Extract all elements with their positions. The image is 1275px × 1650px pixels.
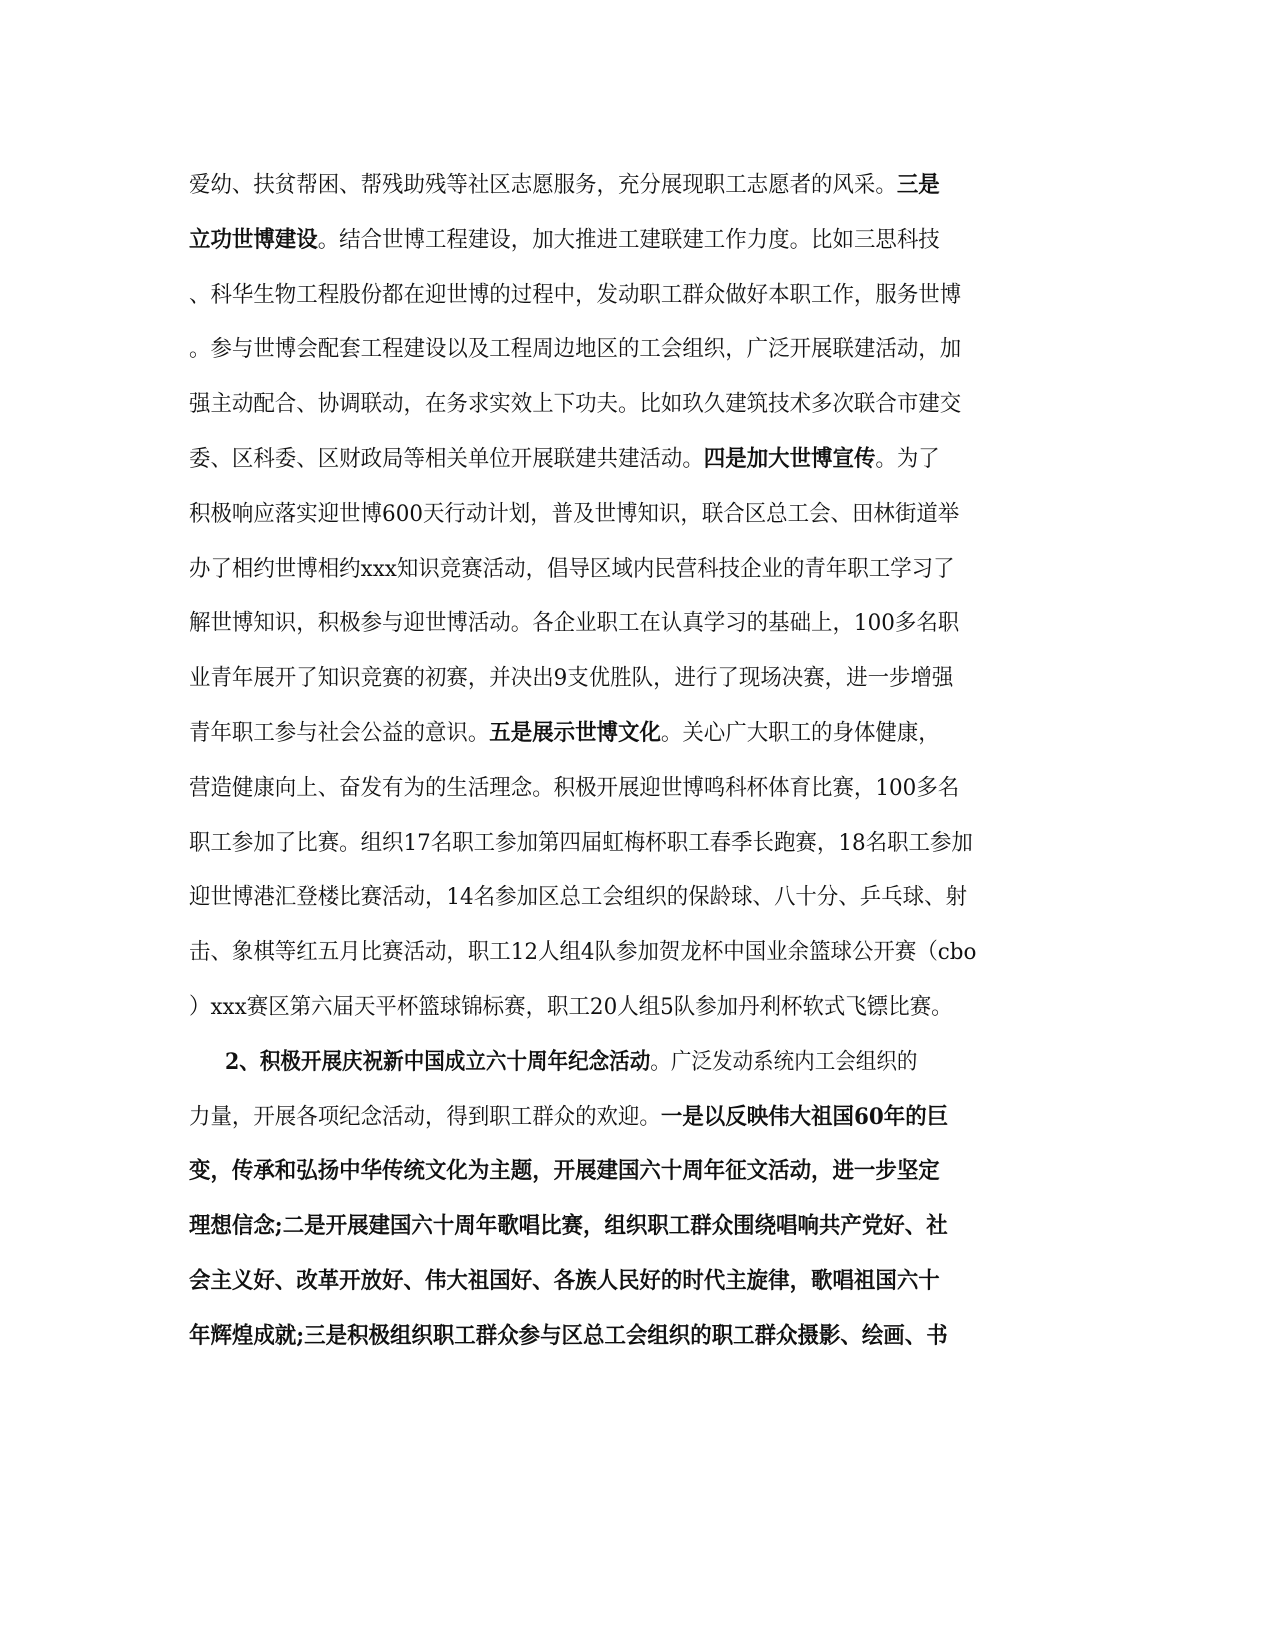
paragraph-line [189,494,1047,534]
paragraph-line [189,713,1047,753]
bold-text-segment: 四是加大世博宣传 [703,446,876,472]
text-segment: 积极响应落实迎世博600天行动计划，普及世博知识，联合区总工会、田林街道举 [189,500,960,527]
text-segment: ）xxx赛区第六届天平杯篮球锦标赛，职工20人组5队参加丹利杯软式飞镖比赛。 [189,994,953,1020]
paragraph-line [189,439,1047,479]
bold-text-segment: 五是展示世博文化 [489,720,661,746]
bold-text-segment: 年辉煌成就;三是积极组织职工群众参与区总工会组织的职工群众摄影、绘画、书 [189,1322,948,1349]
paragraph-line [189,1316,1047,1356]
text-segment: 爱幼、扶贫帮困、帮残助残等社区志愿服务，充分展现职工志愿者的风采。 [189,172,897,198]
text-segment: 。广泛发动系统内工会组织的 [650,1048,918,1075]
text-segment: 强主动配合、协调联动，在务求实效上下功夫。比如玖久建筑技术多次联合市建交 [189,391,962,418]
paragraph-line [189,823,1047,863]
paragraph-line [189,220,1047,260]
paragraph-line [189,275,1047,315]
paragraph-line [189,877,1047,917]
paragraph-line [189,768,1047,808]
text-segment: 营造健康向上、奋发有为的生活理念。积极开展迎世博鸣科杯体育比赛，100多名 [189,774,960,801]
bold-text-segment: 2、积极开展庆祝新中国成立六十周年纪念活动 [225,1048,651,1075]
bold-text-segment: 变，传承和弘扬中华传统文化为主题，开展建国六十周年征文活动，进一步坚定 [189,1158,940,1185]
paragraph-line [225,1042,1047,1082]
paragraph-line [189,1151,1047,1191]
bold-text-segment: 理想信念;二是开展建国六十周年歌唱比赛，组织职工群众围绕唱响共产党好、社 [189,1213,948,1240]
bold-text-segment: 立功世博建设 [189,226,318,253]
text-segment: 、科华生物工程股份都在迎世博的过程中，发动职工群众做好本职工作，服务世博 [189,281,962,308]
paragraph-line [189,549,1047,589]
paragraph-line [189,603,1047,643]
paragraph-line [189,932,1047,972]
bold-text-segment: 一是以反映伟大祖国60年的巨 [660,1103,949,1130]
paragraph-line [189,1206,1047,1246]
text-segment: 解世博知识，积极参与迎世博活动。各企业职工在认真学习的基础上，100多名职 [189,610,960,637]
bold-text-segment: 会主义好、改革开放好、伟大祖国好、各族人民好的时代主旋律，歌唱祖国六十 [189,1268,940,1294]
text-segment: 。为了 [875,446,940,472]
text-segment: 迎世博港汇登楼比赛活动，14名参加区总工会组织的保龄球、八十分、乒乓球、射 [189,884,968,911]
paragraph-line [189,384,1047,424]
text-segment: 职工参加了比赛。组织17名职工参加第四届虹梅杯职工春季长跑赛，18名职工参加 [189,829,973,856]
text-segment: 。结合世博工程建设，加大推进工建联建工作力度。比如三思科技 [317,226,940,253]
text-segment: 业青年展开了知识竞赛的初赛，并决出9支优胜队，进行了现场决赛，进一步增强 [189,665,954,692]
text-segment: 击、象棋等红五月比赛活动，职工12人组4队参加贺龙杯中国业余篮球公开赛（cbo [189,939,977,966]
text-segment: 青年职工参与社会公益的意识。 [189,720,490,746]
text-segment: 。参与世博会配套工程建设以及工程周边地区的工会组织，广泛开展联建活动，加 [189,336,962,363]
text-segment: 委、区科委、区财政局等相关单位开展联建共建活动。 [189,446,704,472]
text-segment: 。关心广大职工的身体健康， [660,720,940,746]
paragraph-line [189,165,1047,205]
paragraph-line [189,1097,1047,1137]
paragraph-line [189,329,1047,369]
text-segment: 办了相约世博相约xxx知识竞赛活动，倡导区域内民营科技企业的青年职工学习了 [189,555,955,582]
bold-text-segment: 三是 [896,172,940,198]
paragraph-line [189,1261,1047,1301]
text-segment: 力量，开展各项纪念活动，得到职工群众的欢迎。 [189,1103,661,1130]
paragraph-line [189,658,1047,698]
paragraph-line [189,987,1047,1027]
